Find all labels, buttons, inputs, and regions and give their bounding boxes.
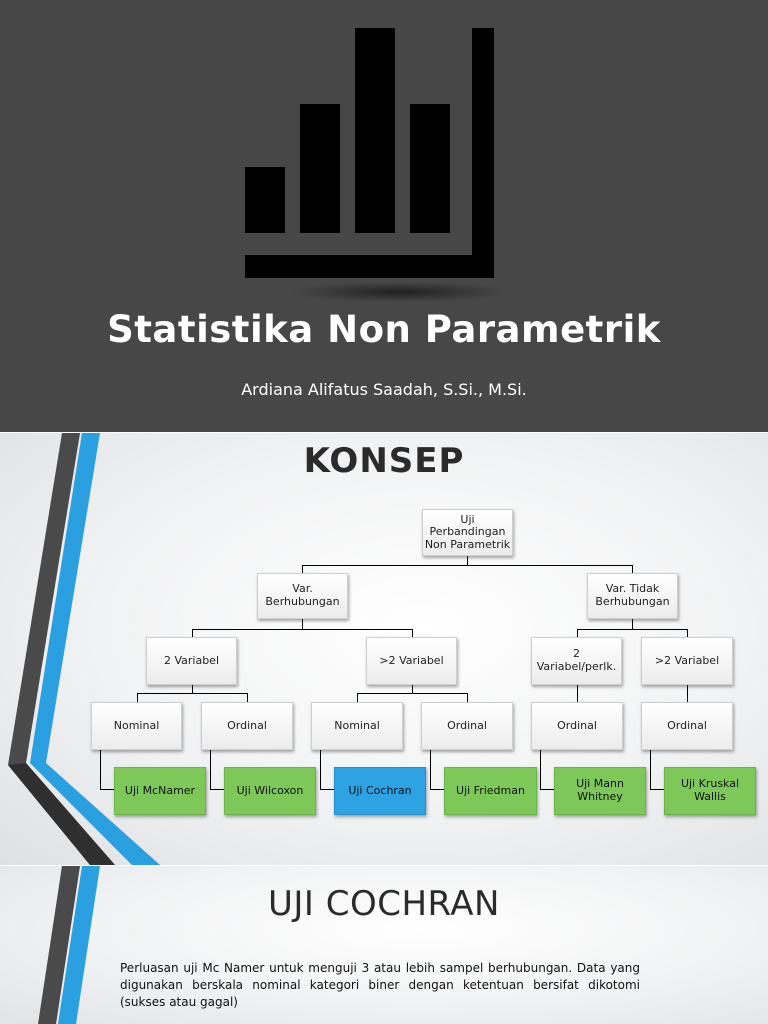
node-2-variabel: 2 Variabel [146,637,237,685]
node-ordinal: Ordinal [421,702,513,750]
node-ordinal: Ordinal [531,702,623,750]
node-uji-cochran: Uji Cochran [334,767,426,815]
uji-cochran-description: Perluasan uji Mc Namer untuk menguji 3 atau lebih sampel berhubungan. Data yang digunakan berskala nominal kategori biner dengan ketentuan bersifat dikotomi (sukses atau gagal) [120,961,640,1009]
author-name: Ardiana Alifatus Saadah, S.Si., M.Si. [241,380,527,399]
uji-cochran-slide [0,866,768,1024]
konsep-title: KONSEP [303,441,465,481]
presentation-title: Statistika Non Parametrik [107,308,661,351]
node-uji-kruskal-wallis: Uji Kruskal Wallis [664,767,756,815]
node-uji-friedman: Uji Friedman [444,767,537,815]
tree-root-node: Uji Perbandingan Non Parametrik [422,509,513,556]
node-nominal: Nominal [311,702,403,750]
node-2-variabel-perlk: 2 Variabel/perlk. [531,637,622,685]
node-ordinal: Ordinal [641,702,733,750]
node-uji-mann-whitney: Uji Mann Whitney [554,767,646,815]
node-var-berhubungan: Var. Berhubungan [257,573,348,619]
konsep-slide [0,433,768,865]
uji-cochran-title: UJI COCHRAN [268,884,500,924]
node-var-tidak-berhubungan: Var. Tidak Berhubungan [587,573,678,619]
node-uji-mcnamer: Uji McNamer [114,767,206,815]
node-ordinal: Ordinal [201,702,293,750]
title-slide [0,0,768,432]
node-more-than-2-variabel-independent: >2 Variabel [641,637,733,685]
node-uji-wilcoxon: Uji Wilcoxon [224,767,316,815]
node-nominal: Nominal [91,702,182,750]
node-more-than-2-variabel: >2 Variabel [366,637,457,685]
